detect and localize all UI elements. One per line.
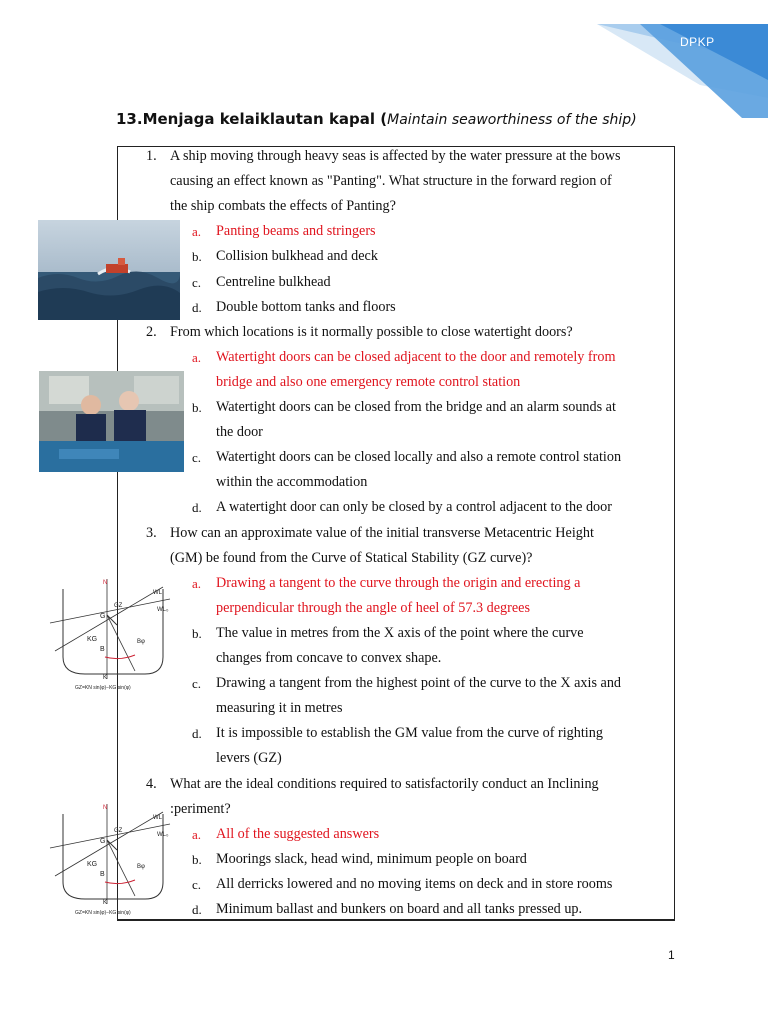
hull-outline	[63, 814, 163, 899]
option-text: measuring it in metres	[216, 700, 343, 717]
question-number: 4.	[146, 775, 157, 792]
gz-line	[107, 615, 117, 625]
label-gz: GZ	[114, 603, 123, 609]
option-letter: c.	[192, 450, 202, 466]
option-letter: a.	[192, 349, 202, 365]
option-text: Double bottom tanks and floors	[216, 298, 396, 315]
correct-answer-text: perpendicular through the angle of heel of 57.3 degrees	[216, 599, 530, 616]
option-text: Moorings slack, head wind, minimum people on board	[216, 850, 527, 867]
option-text: Drawing a tangent from the highest point of the curve to the X axis and	[216, 675, 622, 692]
label-kg: KG	[87, 861, 98, 868]
option-text: within the accommodation	[216, 474, 368, 491]
option-text: changes from concave to convex shape.	[216, 650, 442, 666]
label-wl0: WL₀	[157, 607, 169, 613]
question-text: the ship combats the effects of Panting?	[170, 198, 396, 215]
buoyancy-line	[107, 840, 135, 896]
correct-answer-text: Watertight doors can be closed adjacent to the door and remotely from	[216, 348, 616, 365]
option-text: the door	[216, 424, 263, 441]
section-subtitle: Maintain seaworthiness of the ship)	[387, 112, 637, 128]
officers-photo	[39, 371, 184, 472]
brand-label: DPKP	[680, 35, 715, 49]
option-text: Collision bulkhead and deck	[216, 248, 378, 265]
stability-diagram-1	[45, 579, 175, 693]
section-title-text: 13.Menjaga kelaiklautan kapal (	[116, 110, 388, 128]
option-letter: b.	[192, 625, 202, 641]
buoyancy-line	[107, 615, 135, 671]
option-letter: c.	[192, 676, 202, 692]
question-text: How can an approximate value of the initial transverse Metacentric Height	[170, 524, 594, 541]
label-k: K	[103, 675, 108, 681]
option-letter: b.	[192, 851, 202, 867]
option-letter: c.	[192, 876, 202, 892]
option-text: All derricks lowered and no moving items on deck and in store rooms	[216, 875, 613, 892]
question-text: (GM) be found from the Curve of Statical Stability (GZ curve)?	[170, 549, 533, 566]
option-letter: a.	[192, 826, 202, 842]
label-wl: WL	[153, 815, 162, 821]
option-letter: b.	[192, 400, 202, 415]
correct-answer-text: All of the suggested answers	[216, 825, 380, 842]
heel-arc	[105, 880, 135, 884]
option-letter: c.	[192, 274, 202, 290]
question-text: A ship moving through heavy seas is affected by the water pressure at the bows	[170, 148, 621, 164]
option-letter: a.	[192, 575, 202, 591]
label-bphi: Bφ	[137, 639, 145, 645]
option-letter: d.	[192, 500, 202, 516]
label-n: N	[103, 580, 108, 586]
option-text: It is impossible to establish the GM value from the curve of righting	[216, 725, 603, 742]
question-text: From which locations is it normally possible to close watertight doors?	[170, 323, 573, 340]
option-text: Watertight doors can be closed from the bridge and an alarm sounds at	[216, 399, 616, 415]
label-b: B	[100, 646, 105, 653]
heel-arc	[105, 655, 135, 659]
label-gz: GZ	[114, 828, 123, 834]
option-text: levers (GZ)	[216, 750, 282, 767]
correct-answer-text: Panting beams and stringers	[216, 223, 376, 240]
label-kg: KG	[87, 636, 98, 643]
label-g: G	[100, 613, 106, 620]
page-number: 1	[668, 948, 675, 962]
question-number: 1.	[146, 148, 157, 164]
option-letter: d.	[192, 902, 202, 917]
question-number: 3.	[146, 524, 157, 541]
waterline-heeled	[50, 599, 170, 623]
option-text: Centreline bulkhead	[216, 273, 331, 290]
hull-outline	[63, 589, 163, 674]
label-k: K	[103, 900, 108, 906]
label-bphi: Bφ	[137, 864, 145, 870]
ship-photo	[38, 220, 180, 320]
label-b: B	[100, 871, 105, 878]
label-n: N	[103, 805, 108, 811]
waterline-heeled	[50, 824, 170, 848]
formula: GZ=KN sin(φ)−KG sin(φ)	[75, 910, 131, 916]
option-letter: b.	[192, 249, 202, 265]
option-text: A watertight door can only be closed by a control adjacent to the door	[216, 499, 612, 516]
stability-diagram-2	[45, 804, 175, 918]
label-wl0: WL₀	[157, 832, 169, 838]
correct-answer-text: Drawing a tangent to the curve through the origin and erecting a	[216, 574, 581, 591]
label-wl: WL	[153, 590, 162, 596]
label-g: G	[100, 838, 106, 845]
option-text: Minimum ballast and bunkers on board and all tanks pressed up.	[216, 901, 583, 917]
option-letter: a.	[192, 224, 202, 240]
option-text: The value in metres from the X axis of the point where the curve	[216, 624, 584, 641]
option-text: Watertight doors can be closed locally and also a remote control station	[216, 449, 622, 466]
formula: GZ=KN sin(φ)−KG sin(φ)	[75, 685, 131, 691]
section-title	[116, 110, 637, 128]
option-letter: d.	[192, 299, 202, 315]
question-text: :periment?	[170, 800, 231, 817]
question-text: causing an effect known as "Panting". What structure in the forward region of	[170, 173, 612, 190]
question-number: 2.	[146, 323, 157, 340]
option-letter: d.	[192, 726, 202, 742]
gz-line	[107, 840, 117, 850]
correct-answer-text: bridge and also one emergency remote control station	[216, 373, 521, 390]
question-text: What are the ideal conditions required to satisfactorily conduct an Inclining	[170, 775, 599, 792]
